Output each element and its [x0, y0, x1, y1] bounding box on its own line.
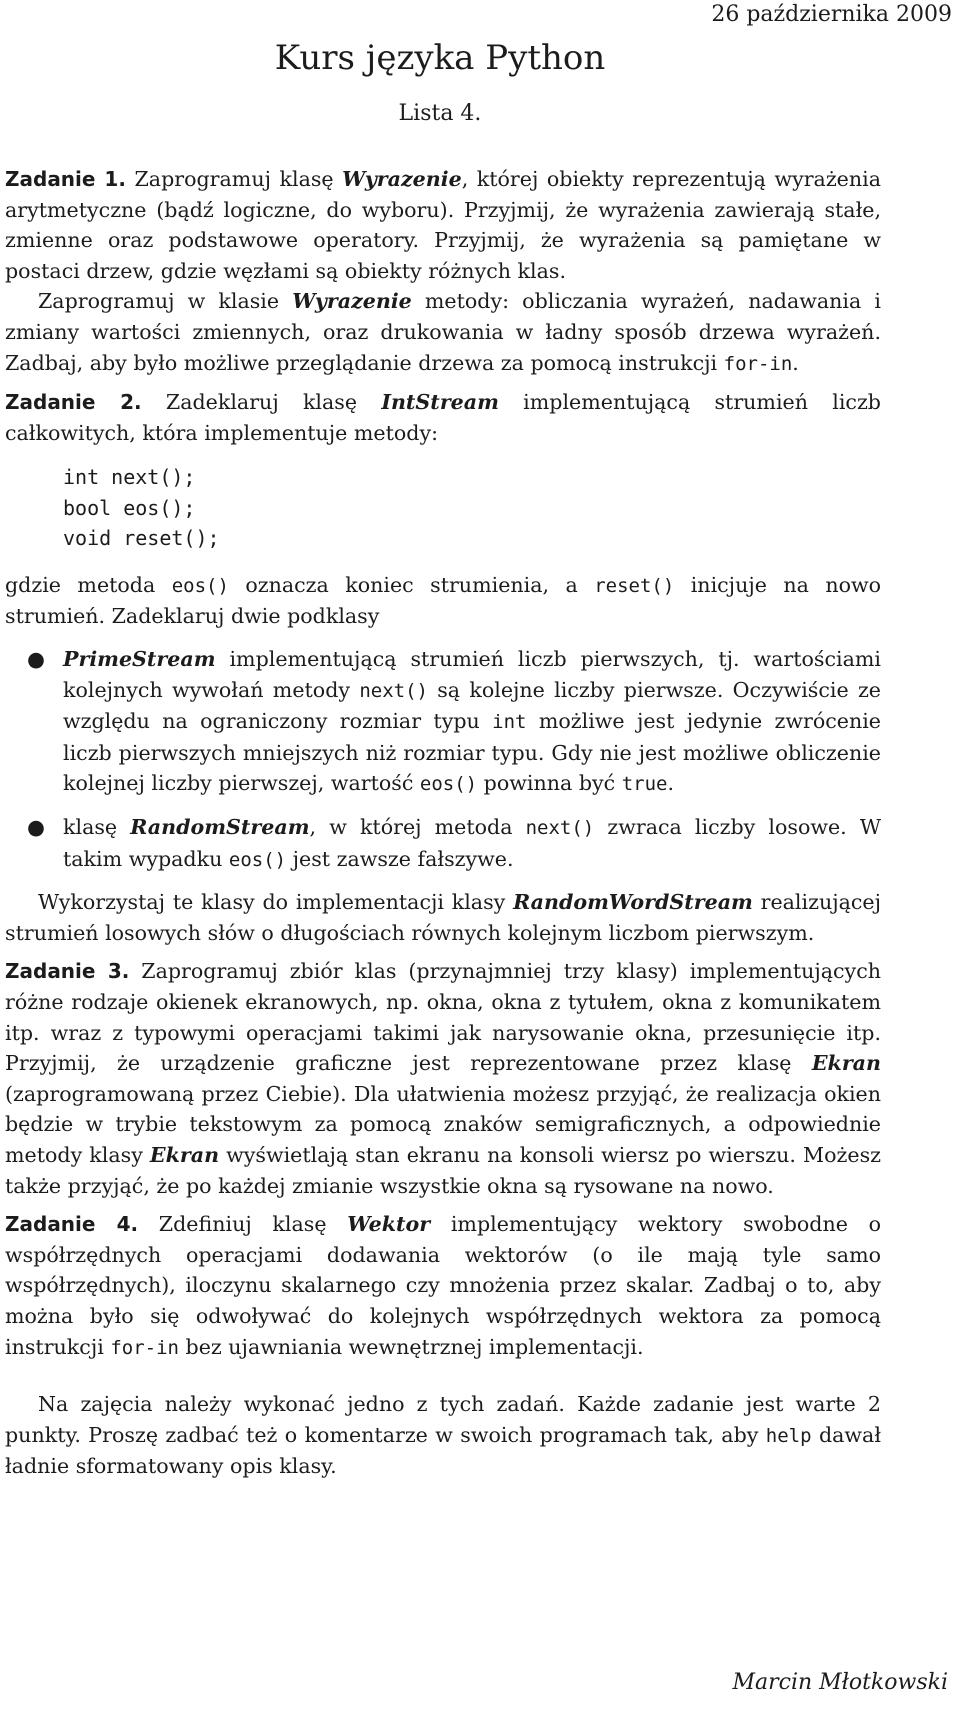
class-name: RandomStream	[130, 815, 310, 839]
footer-paragraph: Na zajęcia należy wykonać jedno z tych zadań. Każde zadanie jest warte 2 punkty. Proszę zadbać też o komentarze w swoich programach tak, aby help dawał ładnie sformatowany opis klasy.	[5, 1392, 881, 1479]
task1-paragraph1: Zadanie 1. Zaprogramuj klasę Wyrazenie, której obiekty reprezentują wyrażenia arytmetyczne (bądź logiczne, do wyboru). Przyjmij, że wyrażenia zawierają stałe, zmienne oraz podstawowe operatory. Przyjmij, że wyrażenia są pamiętane w postaci drzew, gdzie węzłami są obiekty różnych klas.	[5, 167, 881, 283]
inline-code: reset()	[594, 574, 675, 597]
class-name: Ekran	[811, 1051, 881, 1076]
inline-code: next()	[359, 679, 428, 702]
class-name: RandomWordStream	[513, 890, 753, 915]
document-date: 26 października 2009	[711, 2, 952, 27]
author-signature: Marcin Młotkowski	[732, 1670, 948, 1695]
task3-paragraph: Zadanie 3. Zaprogramuj zbiór klas (przynajmniej trzy klasy) implementujących różne rodzaje okienek ekranowych, np. okna, okna z tytułem, okna z komunikatem itp. wraz z typowymi operacjami takimi jak narysowanie okna, przesunięcie itp. Przyjmij, że urządzenie graficzne jest reprezentowane przez klasę Ekran (zaprogramowaną przez Ciebie). Dla ułatwienia możesz przyjąć, że realizacja okien będzie w trybie tekstowym za pomocą znaków semigraficznych, a odpowiednie metody klasy Ekran wyświetlają stan ekranu na konsoli wiersz po wierszu. Możesz także przyjąć, że po każdej zmianie wszystkie okna są rysowane na nowo.	[5, 959, 881, 1198]
task2-paragraph3: Wykorzystaj te klasy do implementacji klasy RandomWordStream realizującej strumień losowych słów o długościach równych kolejnym liczbom pierwszym.	[5, 890, 881, 945]
inline-code: for-in	[723, 352, 793, 375]
list-item: ● PrimeStream implementującą strumień liczb pierwszych, tj. wartościami kolejnych wywołań metody next() są kolejne liczby pierwsze. Oczywiście ze względu na ograniczony rozmiar typu int możliwe jest jedynie zwrócenie liczb pierwszych mniejszych niż rozmiar typu. Gdy nie jest możliwe obliczenie kolejnej liczby pierwszej, wartość eos() powinna być true.	[5, 644, 881, 800]
task2-paragraph1: Zadanie 2. Zadeklaruj klasę IntStream implementującą strumień liczb całkowitych, która implementuje metody:	[5, 390, 881, 445]
inline-code: help	[765, 1424, 812, 1447]
class-name: PrimeStream	[63, 647, 216, 672]
inline-code: eos()	[171, 574, 229, 597]
subclass-list	[5, 644, 881, 875]
document-body	[5, 164, 881, 1482]
class-name: Ekran	[149, 1142, 220, 1167]
code-line: int next();	[63, 465, 196, 490]
inline-code: true	[621, 773, 668, 796]
inline-code: next()	[525, 817, 595, 839]
document-subtitle: Lista 4.	[398, 101, 482, 126]
task4-label: Zadanie 4.	[5, 1212, 139, 1237]
task2-paragraph2: gdzie metoda eos() oznacza koniec strumienia, a reset() inicjuje na nowo strumień. Zadeklaruj dwie podklasy	[5, 572, 882, 629]
inline-code: int	[492, 711, 527, 734]
task2-label: Zadanie 2.	[5, 390, 142, 415]
class-name: Wyrazenie	[292, 289, 412, 314]
task1-paragraph2: Zaprogramuj w klasie Wyrazenie metody: obliczania wyrażeń, nadawania i zmiany wartości zmiennych, oraz drukowania w ładny sposób drzewa wyrażeń. Zadbaj, aby było możliwe przeglądanie drzewa za pomocą instrukcji for-in.	[5, 289, 881, 375]
code-line: void reset();	[63, 526, 220, 551]
class-name: IntStream	[381, 390, 499, 415]
code-block	[63, 462, 881, 554]
class-name: Wektor	[347, 1212, 431, 1237]
bullet-icon: ●	[27, 815, 45, 839]
task1-label: Zadanie 1.	[5, 167, 126, 191]
inline-code: eos()	[419, 773, 478, 796]
list-item: ● klasę RandomStream, w której metoda next() zwraca liczby losowe. W takim wypadku eos() jest zawsze fałszywe.	[5, 812, 881, 875]
task4-paragraph: Zadanie 4. Zdefiniuj klasę Wektor implementujący wektory swobodne o współrzędnych operacjami dodawania wektorów (o ile mają tyle samo współrzędnych), iloczynu skalarnego czy mnożenia przez skalar. Zadbaj o to, aby można było się odwoływać do kolejnych współrzędnych wektora za pomocą instrukcji for-in bez ujawniania wewnętrznej implementacji.	[5, 1212, 881, 1359]
document-title: Kurs języka Python	[274, 38, 606, 78]
inline-code: eos()	[228, 848, 287, 871]
inline-code: for-in	[110, 1336, 179, 1359]
code-line: bool eos();	[63, 495, 196, 520]
bullet-icon: ●	[27, 647, 45, 672]
class-name: Wyrazenie	[342, 167, 462, 191]
task3-label: Zadanie 3.	[5, 959, 130, 984]
